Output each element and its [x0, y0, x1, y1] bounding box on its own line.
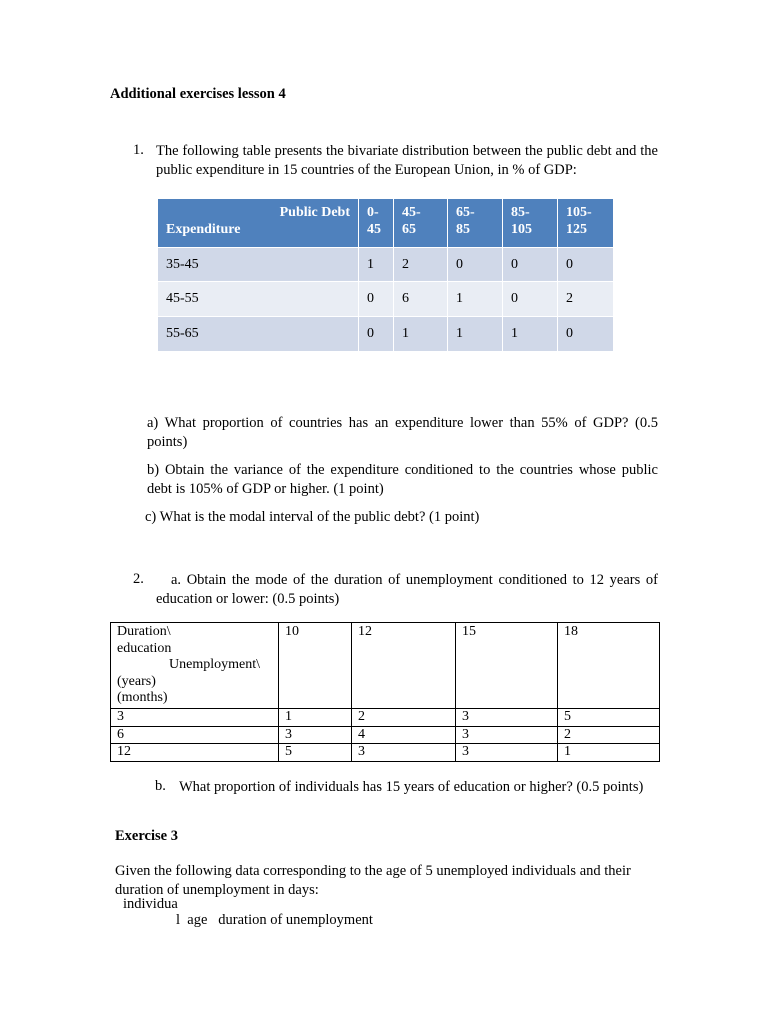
table-cell: 4	[352, 726, 456, 744]
table-row	[111, 726, 660, 744]
exercise-3-header-line-1: individua	[123, 896, 178, 912]
table-cell: 1	[503, 317, 558, 352]
row-label: 35-45	[158, 248, 359, 282]
table-cell: 0	[359, 317, 394, 352]
table-cell: 3	[279, 726, 352, 744]
table-cell: 5	[279, 744, 352, 762]
table-cell: 0	[503, 248, 558, 282]
table-cell: 0	[359, 282, 394, 317]
table-cell: 2	[558, 726, 660, 744]
table-row	[111, 709, 660, 727]
table-cell: 0	[558, 248, 614, 282]
q1-part-c: c) What is the modal interval of the public debt? (1 point)	[145, 509, 480, 525]
table-cell: 3	[456, 726, 558, 744]
table-row	[158, 282, 614, 317]
col-header: 15	[456, 623, 558, 709]
table-cell: 1	[359, 248, 394, 282]
table-corner-cell	[158, 199, 359, 248]
table-cell: 2	[352, 709, 456, 727]
table-header-row	[158, 199, 614, 248]
table-cell: 3	[352, 744, 456, 762]
table-cell: 3	[456, 744, 558, 762]
table-cell: 2	[558, 282, 614, 317]
exercise-3-header-line-2: l age duration of unemployment	[176, 912, 373, 928]
q2-part-a: a. Obtain the mode of the duration of unemployment conditioned to 12 years of education or lower: (0.5 points)	[156, 572, 658, 607]
table-cell: 1	[448, 282, 503, 317]
q1-text: The following table presents the bivariate distribution between the public debt and the public expenditure in 15 countries of the European Union, in % of GDP:	[156, 143, 658, 178]
table-cell: 1	[558, 744, 660, 762]
table-cell: 0	[558, 317, 614, 352]
table-row	[111, 744, 660, 762]
col-header: 0- 45	[359, 199, 394, 248]
corner-expenditure: Expenditure	[166, 222, 241, 237]
q2-part-b: What proportion of individuals has 15 years of education or higher? (0.5 points)	[179, 779, 644, 795]
row-label: 3	[111, 709, 279, 727]
q2-number: 2.	[133, 571, 144, 587]
corner-line: Duration\	[117, 624, 171, 639]
exercise-3-title: Exercise 3	[115, 828, 178, 844]
table-cell: 3	[456, 709, 558, 727]
row-label: 55-65	[158, 317, 359, 352]
corner-line: education	[117, 640, 172, 656]
col-header: 12	[352, 623, 456, 709]
row-label: 6	[111, 726, 279, 744]
debt-expenditure-table	[157, 198, 614, 352]
exercise-3-text: Given the following data corresponding to the age of 5 unemployed individuals and their duration of unemployment in days:	[115, 863, 631, 898]
table-cell: 1	[394, 317, 448, 352]
table-row	[158, 248, 614, 282]
table-header-row	[111, 623, 660, 709]
col-header: 18	[558, 623, 660, 709]
table-row	[158, 317, 614, 352]
row-label: 12	[111, 744, 279, 762]
q2-part-b-label: b.	[155, 778, 166, 794]
table-cell: 6	[394, 282, 448, 317]
page-title: Additional exercises lesson 4	[110, 86, 286, 102]
q1-part-a: a) What proportion of countries has an expenditure lower than 55% of GDP? (0.5 points)	[147, 415, 658, 450]
row-label: 45-55	[158, 282, 359, 317]
col-header: 10	[279, 623, 352, 709]
corner-line: (months)	[117, 690, 168, 705]
table-corner-cell	[111, 623, 279, 709]
corner-public-debt: Public Debt	[279, 205, 350, 220]
q1-number: 1.	[133, 142, 144, 158]
table-cell: 1	[448, 317, 503, 352]
table-cell: 1	[279, 709, 352, 727]
q1-part-b: b) Obtain the variance of the expenditure conditioned to the countries whose public debt is 105% of GDP or higher. (1 point)	[147, 462, 658, 497]
corner-line: Unemployment\	[169, 657, 260, 672]
corner-line: (years)	[117, 673, 156, 689]
table-cell: 5	[558, 709, 660, 727]
col-header: 85- 105	[503, 199, 558, 248]
col-header: 105- 125	[558, 199, 614, 248]
table-cell: 0	[503, 282, 558, 317]
table-cell: 2	[394, 248, 448, 282]
col-header: 65- 85	[448, 199, 503, 248]
table-cell: 0	[448, 248, 503, 282]
col-header: 45- 65	[394, 199, 448, 248]
unemployment-education-table	[110, 622, 660, 762]
